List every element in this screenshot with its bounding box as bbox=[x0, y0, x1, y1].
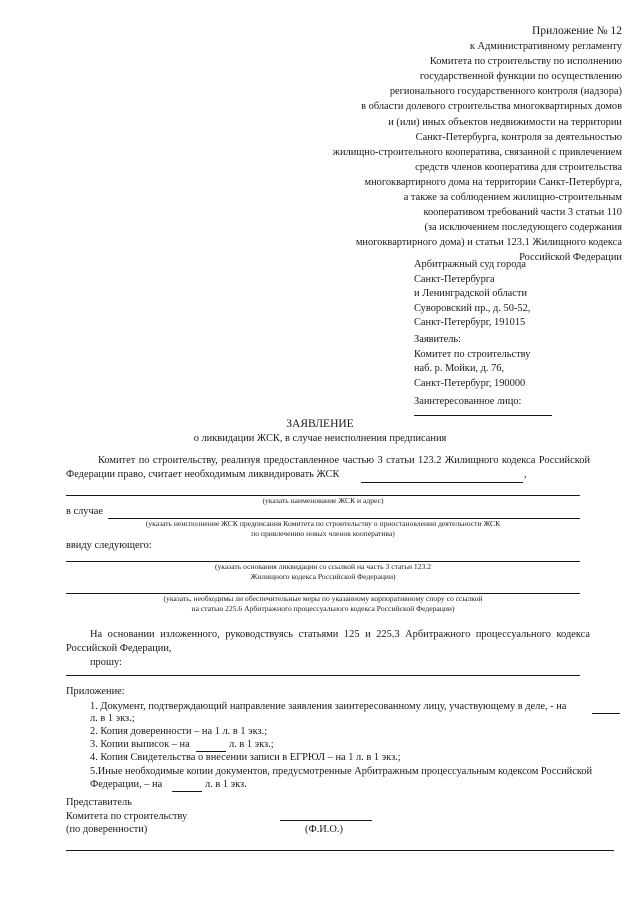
caption-measures-2: на статью 225.6 Арбитражного процессуального кодекса Российской Федерации) bbox=[191, 604, 455, 613]
signature-line: Представитель bbox=[66, 797, 132, 808]
appendix-line: кооперативом требований части 3 статьи 110 bbox=[423, 207, 622, 219]
appendix-line: Российской Федерации bbox=[519, 252, 622, 264]
appendix-header bbox=[333, 24, 622, 266]
applicant-line: наб. р. Мойки, д. 76, bbox=[414, 363, 505, 375]
caption-zhsk-name: (указать наименование ЖСК и адрес) bbox=[262, 496, 384, 505]
attachment-item-5-cont-a: Федерации, – на bbox=[90, 779, 163, 790]
signature-block bbox=[66, 796, 187, 837]
appendix-line: в области долевого строительства многоквартирных домов bbox=[361, 101, 622, 113]
in-case-label: в случае bbox=[66, 506, 103, 517]
applicant-line: Санкт-Петербург, 190000 bbox=[414, 377, 526, 389]
signature-line: (по доверенности) bbox=[66, 824, 148, 835]
appendix-line: Комитета по строительству по исполнению bbox=[429, 56, 622, 68]
caption-basis-1: (указать основания ликвидации со ссылкой на часть 3 статьи 123.2 bbox=[214, 562, 432, 571]
appendix-line: регионального государственного контроля (надзора) bbox=[389, 86, 622, 98]
attachment-item-3-a: 3. Копии выписок – на bbox=[90, 739, 190, 750]
appendix-line: государственной функции по осуществлению bbox=[419, 71, 622, 83]
court-address bbox=[414, 258, 530, 331]
attachment-item-5: 5.Иные необходимые копии документов, предусмотренные Арбитражным процессуальным кодексом Российской bbox=[90, 766, 593, 777]
court-line: Арбитражный суд города bbox=[414, 259, 526, 270]
appendix-line: а также за соблюдением жилищно-строительным bbox=[403, 192, 622, 204]
paragraph-2-line-2: Российской Федерации, bbox=[66, 643, 172, 654]
interested-party-field[interactable] bbox=[414, 415, 552, 416]
request-field[interactable] bbox=[66, 675, 580, 676]
appendix-line: (за исключением последующего содержания bbox=[424, 222, 622, 234]
appendix-line: средств членов кооператива для строительства bbox=[415, 161, 622, 173]
caption-case-2: по привлечению новых членов кооператива) bbox=[251, 529, 395, 538]
applicant-line: Заявитель: bbox=[414, 334, 462, 345]
appendix-line: многоквартирного дома) и статьи 123.1 Жилищного кодекса bbox=[355, 237, 622, 249]
court-line: Санкт-Петербург, 191015 bbox=[414, 317, 526, 329]
signature-line: Комитета по строительству bbox=[66, 810, 188, 822]
ask-label: прошу: bbox=[90, 657, 122, 668]
caption-basis-2: Жилищного кодекса Российской Федерации) bbox=[250, 572, 396, 581]
appendix-line: и (или) иных объектов недвижимости на территории bbox=[388, 116, 622, 128]
appendix-line: к Административному регламенту bbox=[469, 41, 622, 53]
document-title: ЗАЯВЛЕНИЕ bbox=[286, 418, 354, 430]
attachment-5-pages-field[interactable] bbox=[172, 791, 202, 792]
paragraph-1-line-1: Комитет по строительству, реализуя предоставленное частью 3 статьи 123.2 Жилищного кодекса Российской bbox=[98, 455, 590, 466]
applicant-block bbox=[414, 333, 530, 391]
paragraph-1-line-2: Федерации право, считает необходимым ликвидировать ЖСК bbox=[66, 469, 340, 480]
applicant-line: Комитет по строительству bbox=[414, 348, 531, 360]
court-line: Санкт-Петербурга bbox=[414, 273, 495, 285]
footer-rule bbox=[66, 850, 614, 851]
fio-label: (Ф.И.О.) bbox=[305, 824, 343, 835]
document-subtitle: о ликвидации ЖСК, в случае неисполнения предписания bbox=[193, 433, 447, 444]
appendix-line: многоквартирного дома на территории Санкт-Петербурга, bbox=[364, 176, 622, 188]
appendix-line: жилищно-строительного кооператива, связанной с привлечением bbox=[332, 146, 622, 158]
attachments-title: Приложение: bbox=[66, 686, 125, 697]
attachment-item-1-cont: л. в 1 экз.; bbox=[90, 713, 135, 724]
attachment-item-1: 1. Документ, подтверждающий направление заявления заинтересованному лицу, участвующему в деле, - на bbox=[90, 701, 567, 712]
appendix-line: Санкт-Петербурга, контроля за деятельностью bbox=[415, 131, 622, 143]
because-label: ввиду следующего: bbox=[66, 540, 152, 551]
paragraph-2-line-1: На основании изложенного, руководствуясь статьями 125 и 225.3 Арбитражного процессуального кодекса bbox=[90, 629, 590, 640]
attachment-item-5-cont-b: л. в 1 экз. bbox=[205, 779, 247, 790]
attachment-item-4: 4. Копия Свидетельства о внесении записи в ЕГРЮЛ – на 1 л. в 1 экз.; bbox=[90, 752, 401, 763]
caption-measures-1: (указать, необходимы ли обеспечительные меры по указанному корпоративному спору со ссылкой bbox=[163, 594, 483, 603]
attachment-item-2: 2. Копия доверенности – на 1 л. в 1 экз.; bbox=[90, 726, 268, 737]
zhsk-name-field[interactable] bbox=[361, 482, 523, 483]
caption-case-1: (указать неисполнение ЖСК предписания Комитета по строительству о приостановлении деятельности ЖСК bbox=[145, 519, 501, 528]
court-line: Суворовский пр., д. 50-52, bbox=[414, 302, 531, 314]
interested-party-label: Заинтересованное лицо: bbox=[414, 396, 522, 407]
paragraph-1-comma: , bbox=[524, 469, 527, 480]
attachment-item-3-b: л. в 1 экз.; bbox=[229, 739, 274, 750]
court-line: и Ленинградской области bbox=[414, 288, 528, 300]
signature-field[interactable] bbox=[280, 820, 372, 821]
attachment-1-pages-field[interactable] bbox=[592, 713, 620, 714]
appendix-title: Приложение № 12 bbox=[532, 25, 622, 37]
